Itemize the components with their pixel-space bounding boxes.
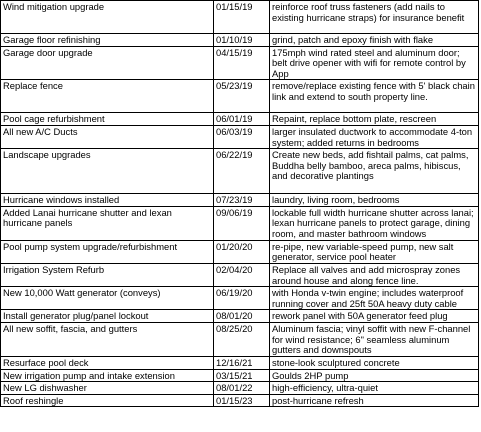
description-cell: post-hurricane refresh: [270, 394, 479, 407]
table-row: [1, 194, 479, 207]
project-cell: Wind mitigation upgrade: [1, 1, 214, 34]
date-cell: 01/20/20: [214, 240, 270, 263]
project-cell: Install generator plug/panel lockout: [1, 310, 214, 323]
date-cell: 08/25/20: [214, 322, 270, 356]
table-row: [1, 34, 479, 47]
table-row: [1, 310, 479, 323]
date-cell: 04/15/19: [214, 46, 270, 80]
project-cell: Landscape upgrades: [1, 149, 214, 194]
date-cell: 06/01/19: [214, 113, 270, 126]
description-cell: remove/replace existing fence with 5' black chain link and extend to south property line.: [270, 80, 479, 113]
project-cell: Roof reshingle: [1, 394, 214, 407]
description-cell: Create new beds, add fishtail palms, cat palms, Buddha belly bamboo, areca palms, hibiscus, and decorative plantings: [270, 149, 479, 194]
description-cell: 175mph wind rated steel and aluminum door; belt drive opener with wifi for remote control by App: [270, 46, 479, 80]
table-row: [1, 322, 479, 356]
project-cell: Hurricane windows installed: [1, 194, 214, 207]
table-row: [1, 263, 479, 286]
project-cell: All new soffit, fascia, and gutters: [1, 322, 214, 356]
description-cell: laundry, living room, bedrooms: [270, 194, 479, 207]
table-row: [1, 1, 479, 34]
date-cell: 01/10/19: [214, 34, 270, 47]
table-row: [1, 46, 479, 80]
date-cell: 02/04/20: [214, 263, 270, 286]
table-row: [1, 149, 479, 194]
table-row: [1, 125, 479, 148]
project-cell: Pool pump system upgrade/refurbishment: [1, 240, 214, 263]
date-cell: 01/15/23: [214, 394, 270, 407]
description-cell: grind, patch and epoxy finish with flake: [270, 34, 479, 47]
description-cell: high-efficiency, ultra-quiet: [270, 382, 479, 395]
description-cell: larger insulated ductwork to accommodate 4-ton system; added returns in bedrooms: [270, 125, 479, 148]
project-cell: Pool cage refurbishment: [1, 113, 214, 126]
description-cell: rework panel with 50A generator feed plug: [270, 310, 479, 323]
date-cell: 07/23/19: [214, 194, 270, 207]
date-cell: 12/16/21: [214, 356, 270, 369]
table-row: [1, 206, 479, 240]
date-cell: 06/22/19: [214, 149, 270, 194]
description-cell: reinforce roof truss fasteners (add nails to existing hurricane straps) for insurance benefit: [270, 1, 479, 34]
project-cell: Garage floor refinishing: [1, 34, 214, 47]
project-cell: New 10,000 Watt generator (conveys): [1, 287, 214, 310]
date-cell: 06/19/20: [214, 287, 270, 310]
date-cell: 08/01/20: [214, 310, 270, 323]
description-cell: with Honda v-twin engine; includes waterproof running cover and 25ft 50A heavy duty cable: [270, 287, 479, 310]
description-cell: re-pipe, new variable-speed pump, new salt generator, service pool heater: [270, 240, 479, 263]
project-cell: Replace fence: [1, 80, 214, 113]
table-row: [1, 287, 479, 310]
description-cell: Aluminum fascia; vinyl soffit with new F-channel for wind resistance; 6" seamless aluminum gutters and downspouts: [270, 322, 479, 356]
table-row: [1, 240, 479, 263]
table-row: [1, 356, 479, 369]
description-cell: Repaint, replace bottom plate, rescreen: [270, 113, 479, 126]
description-cell: lockable full width hurricane shutter across lanai; lexan hurricane panels to protect garage, dining room, and master bathroom windows: [270, 206, 479, 240]
description-cell: stone-look sculptured concrete: [270, 356, 479, 369]
date-cell: 05/23/19: [214, 80, 270, 113]
project-cell: Resurface pool deck: [1, 356, 214, 369]
project-cell: All new A/C Ducts: [1, 125, 214, 148]
project-cell: New irrigation pump and intake extension: [1, 369, 214, 382]
description-cell: Goulds 2HP pump: [270, 369, 479, 382]
date-cell: 08/01/22: [214, 382, 270, 395]
date-cell: 03/15/21: [214, 369, 270, 382]
date-cell: 09/06/19: [214, 206, 270, 240]
project-cell: Added Lanai hurricane shutter and lexan hurricane panels: [1, 206, 214, 240]
table-row: [1, 113, 479, 126]
project-cell: New LG dishwasher: [1, 382, 214, 395]
date-cell: 01/15/19: [214, 1, 270, 34]
table-row: [1, 382, 479, 395]
date-cell: 06/03/19: [214, 125, 270, 148]
project-cell: Garage door upgrade: [1, 46, 214, 80]
table-row: [1, 394, 479, 407]
table-row: [1, 80, 479, 113]
table-row: [1, 369, 479, 382]
project-cell: Irrigation System Refurb: [1, 263, 214, 286]
description-cell: Replace all valves and add microspray zones around house and along fence line.: [270, 263, 479, 286]
